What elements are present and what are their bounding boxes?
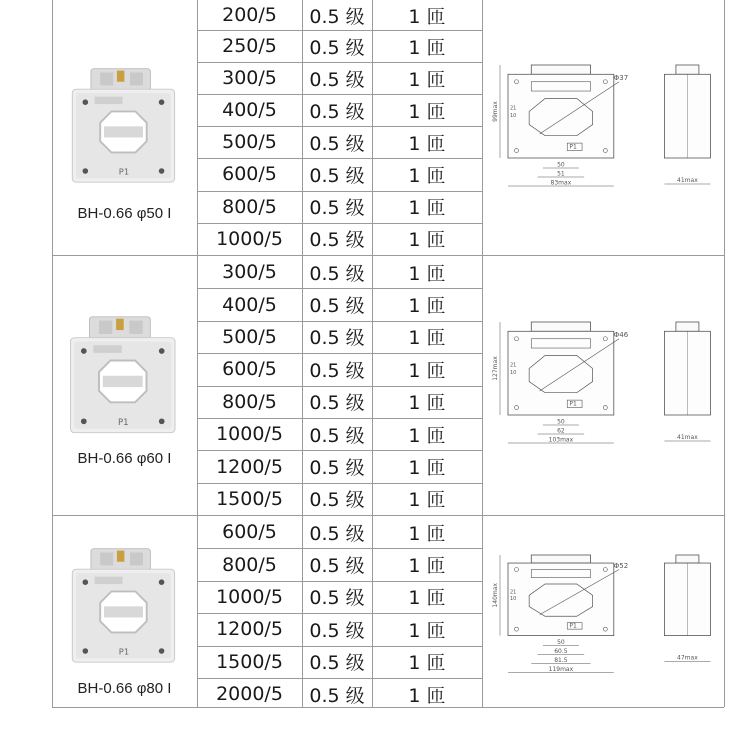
svg-text:41max: 41max <box>677 177 698 184</box>
table-cell-ratio: 1500/5 <box>216 487 283 510</box>
table-cell-ratio: 400/5 <box>222 293 277 316</box>
table-cell-ratio: 300/5 <box>222 67 277 90</box>
svg-text:127max: 127max <box>492 356 499 381</box>
table-cell-turns: 1 匝 <box>408 68 446 91</box>
table-cell-class: 0.5 级 <box>309 684 365 707</box>
dimension-drawing <box>490 55 720 205</box>
svg-text:51: 51 <box>557 170 565 178</box>
table-cell-ratio: 2000/5 <box>216 683 283 706</box>
table-cell-ratio: 500/5 <box>222 131 277 154</box>
dimension-drawing <box>490 545 720 675</box>
svg-text:50: 50 <box>557 161 565 169</box>
table-cell-class: 0.5 级 <box>309 197 365 220</box>
table-cell-ratio: 1500/5 <box>216 650 283 673</box>
table-cell-ratio: 600/5 <box>222 358 277 381</box>
table-cell-ratio: 1200/5 <box>216 618 283 641</box>
table-cell-ratio: 1000/5 <box>216 227 283 250</box>
table-cell-turns: 1 匝 <box>408 229 446 252</box>
svg-text:103max: 103max <box>548 436 574 444</box>
svg-text:21: 21 <box>510 589 517 596</box>
svg-text:50: 50 <box>557 639 565 647</box>
table-cell-turns: 1 匝 <box>408 392 446 415</box>
table-cell-class: 0.5 级 <box>309 327 365 350</box>
table-cell-class: 0.5 级 <box>309 457 365 480</box>
table-cell-ratio: 200/5 <box>222 4 277 26</box>
table-cell-turns: 1 匝 <box>408 619 446 642</box>
svg-text:60.5: 60.5 <box>554 648 568 656</box>
model-label: BH-0.66 φ50 I <box>77 205 172 222</box>
svg-text:119max: 119max <box>548 666 574 674</box>
table-cell-class: 0.5 级 <box>309 392 365 415</box>
svg-text:21: 21 <box>510 105 517 112</box>
table-cell-class: 0.5 级 <box>309 489 365 512</box>
table-cell-class: 0.5 级 <box>309 164 365 187</box>
table-cell-turns: 1 匝 <box>408 327 446 350</box>
table-cell-class: 0.5 级 <box>309 424 365 447</box>
table-cell-ratio: 600/5 <box>222 163 277 186</box>
table-cell-class: 0.5 级 <box>309 652 365 675</box>
table-column-border <box>724 0 725 707</box>
table-cell-turns: 1 匝 <box>408 295 446 318</box>
table-cell-ratio: 1000/5 <box>216 585 283 608</box>
svg-text:P1: P1 <box>118 166 129 177</box>
table-cell-turns: 1 匝 <box>408 457 446 480</box>
svg-text:81.5: 81.5 <box>554 657 568 665</box>
table-cell-class: 0.5 级 <box>309 555 365 578</box>
svg-text:62: 62 <box>557 427 565 435</box>
table-cell-class: 0.5 级 <box>309 100 365 123</box>
table-cell-ratio: 300/5 <box>222 261 277 284</box>
table-row-border <box>52 707 724 708</box>
table-cell-turns: 1 匝 <box>408 164 446 187</box>
svg-text:10: 10 <box>510 370 517 377</box>
table-cell-turns: 1 匝 <box>408 197 446 220</box>
svg-text:P1: P1 <box>569 143 577 151</box>
table-cell-turns: 1 匝 <box>408 359 446 382</box>
table-cell-turns: 1 匝 <box>408 684 446 707</box>
svg-text:Φ52: Φ52 <box>613 561 629 570</box>
table-cell-turns: 1 匝 <box>408 652 446 675</box>
table-cell-class: 0.5 级 <box>309 619 365 642</box>
svg-text:Φ46: Φ46 <box>613 330 629 339</box>
table-cell-ratio: 800/5 <box>222 553 277 576</box>
table-cell-ratio: 250/5 <box>222 35 277 58</box>
svg-text:47max: 47max <box>677 654 698 662</box>
table-cell-ratio: 500/5 <box>222 325 277 348</box>
table-column-border <box>52 0 53 707</box>
svg-text:83max: 83max <box>550 179 572 187</box>
table-cell-turns: 1 匝 <box>408 522 446 545</box>
table-cell-class: 0.5 级 <box>309 295 365 318</box>
svg-text:21: 21 <box>510 362 517 369</box>
table-cell-turns: 1 匝 <box>408 132 446 155</box>
table-cell-class: 0.5 级 <box>309 522 365 545</box>
svg-text:10: 10 <box>510 596 517 603</box>
dimension-drawing <box>490 312 720 462</box>
table-cell-turns: 1 匝 <box>408 489 446 512</box>
table-cell-turns: 1 匝 <box>408 36 446 59</box>
table-cell-class: 0.5 级 <box>309 132 365 155</box>
table-cell-class: 0.5 级 <box>309 359 365 382</box>
svg-text:50: 50 <box>557 418 565 426</box>
table-cell-turns: 1 匝 <box>408 424 446 447</box>
table-cell-ratio: 600/5 <box>222 521 277 544</box>
svg-text:Φ37: Φ37 <box>613 73 629 82</box>
table-cell-class: 0.5 级 <box>309 68 365 91</box>
table-cell-class: 0.5 级 <box>309 262 365 285</box>
table-column-border <box>482 0 483 707</box>
table-cell-ratio: 800/5 <box>222 195 277 218</box>
table-cell-ratio: 800/5 <box>222 390 277 413</box>
table-cell-class: 0.5 级 <box>309 229 365 252</box>
table-cell-ratio: 1200/5 <box>216 455 283 478</box>
table-cell-turns: 1 匝 <box>408 262 446 285</box>
svg-text:99max: 99max <box>492 101 499 122</box>
transformer-photo <box>61 313 185 437</box>
table-cell-turns: 1 匝 <box>408 5 446 28</box>
table-cell-turns: 1 匝 <box>408 100 446 123</box>
svg-text:10: 10 <box>510 113 517 120</box>
table-cell-turns: 1 匝 <box>408 555 446 578</box>
table-cell-ratio: 400/5 <box>222 99 277 122</box>
svg-text:P1: P1 <box>118 646 129 657</box>
table-cell-turns: 1 匝 <box>408 587 446 610</box>
table-cell-class: 0.5 级 <box>309 5 365 28</box>
model-label: BH-0.66 φ80 I <box>77 680 172 697</box>
svg-text:P1: P1 <box>569 622 577 630</box>
transformer-photo <box>63 65 184 186</box>
svg-text:P1: P1 <box>118 418 129 429</box>
table-cell-class: 0.5 级 <box>309 36 365 59</box>
transformer-photo <box>63 545 184 666</box>
svg-text:P1: P1 <box>569 400 577 408</box>
table-cell-class: 0.5 级 <box>309 587 365 610</box>
table-cell-ratio: 1000/5 <box>216 423 283 446</box>
svg-text:140max: 140max <box>492 583 499 608</box>
model-label: BH-0.66 φ60 I <box>77 450 172 467</box>
svg-text:41max: 41max <box>677 434 698 441</box>
